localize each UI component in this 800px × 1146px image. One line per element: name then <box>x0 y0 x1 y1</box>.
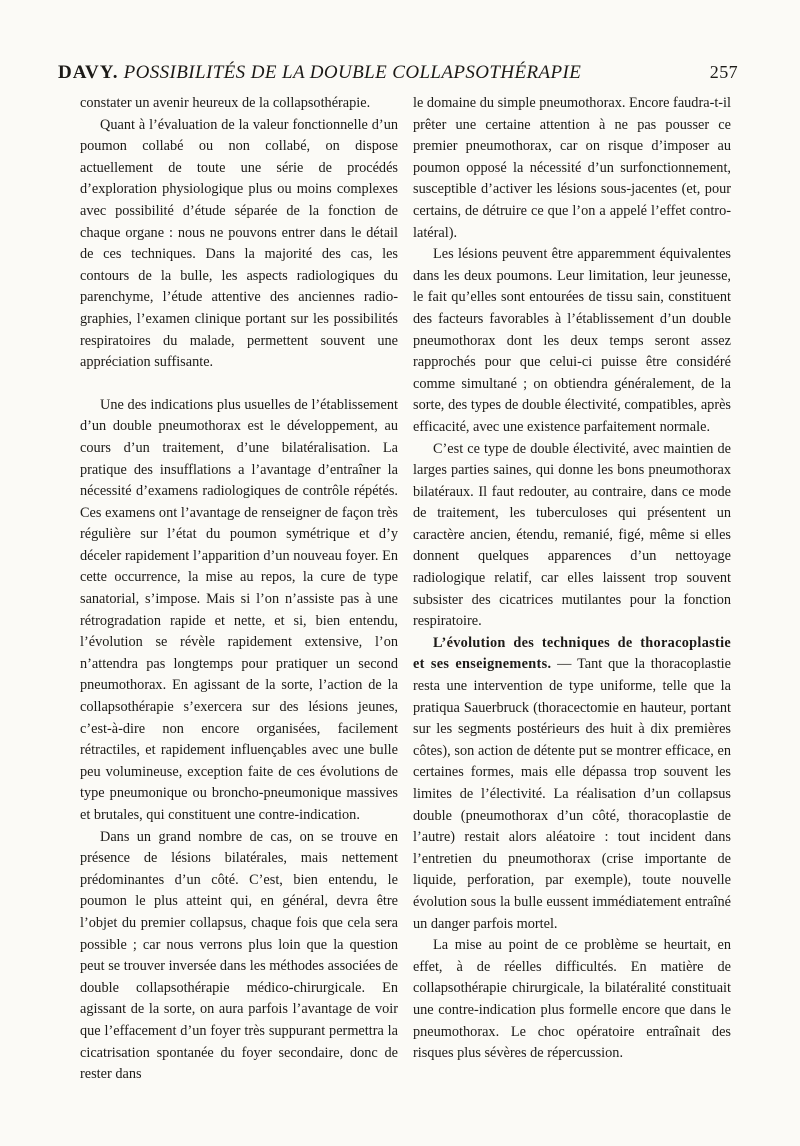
paragraph: Quant à l’évaluation de la valeur fonctionnelle d’un poumon collabé ou non collabé, on dispose actuellement de toute une série de procédés d’exploration physiologique plus ou moins complexes avec possibilité d’étude séparée de la fonction de chaque organe : nous ne pouvons entrer dans le détail de ces techniques. Dans la majorité des cas, les contours de la bulle, les aspects radiologiques du parenchyme, l’étude attentive des anciennes radiographies, l’examen clinique portant sur les possibilités respiratoires du malade, permettent souvent une appréciation suffisante. <box>80 116 398 371</box>
paragraph: le domaine du simple pneumothorax. Encore faudra-t-il prêter une certaine attention à ne pas pousser ce premier pneumothorax, car on risque d’imposer au poumon opposé la nécessité d’un surfonctionnement, susceptible d’activer les lésions sous-jacentes (et, pour certains, de détruire ce que l’on a appelé l’effet controlatéral). <box>413 95 732 241</box>
section-paragraph <box>413 633 731 935</box>
section-text: — Tant que la thoracoplastie resta une intervention de type uniforme, telle que la pratiqua Sauerbruck (thoracectomie en hauteur, portant sur les segments postérieurs des huit à dix premières côtes), son action de détente put se montrer efficace, en certaines formes, mais elle dépassa trop souvent les limites de l’électivité. La réalisation d’un collapsus double (pneumothorax d’un côté, thoracoplastie de l’autre) restait alors aléatoire : tout incident dans l’entretien du pneumothorax (crise importante de liquide, perforation, par exemple), toute nouvelle évolution sous la bulle eussent immédiatement entraîné un danger parfois mortel. <box>413 656 731 932</box>
paragraph: Une des indications plus usuelles de l’établissement d’un double pneumothorax est le développement, au cours d’un traitement, d’une bilatéralisation. La pratique des insufflations a l’avantage d’entraîner la nécessité d’examens radiologiques de contrôle répétés. Ces examens ont l’avantage de renseigner de façon très régulière sur l’état du poumon symétrique et d’y déceler rapidement l’apparition d’un nouveau foyer. En cette occurrence, la mise au repos, la cure de type sanatorial, s’impose. Mais si l’on n’assiste pas à une rétrogradation rapide et nette, et si, bien entendu, l’évolution se révèle rapidement extensive, l’on n’attendra pas longtemps pour pratiquer un second pneumothorax. En agissant de la sorte, l’action de la collapsothérapie s’exercera sur des lésions jeunes, c’est-à-dire non encore organisées, facilement rétractiles, et rapidement influençables avec une bulle peu volumineuse, exception faite de ces évolutions de type pneumonique ou broncho-pneumonique massives et brutales, qui constituent une contre-indication. <box>80 396 398 823</box>
section-heading: L’évolution des techniques de thoracoplastie et ses enseignements. <box>413 634 731 673</box>
right-column <box>413 93 731 1065</box>
article-title: POSSIBILITÉS DE LA DOUBLE COLLAPSOTHÉRAPIE <box>123 62 582 83</box>
paragraph: La mise au point de ce problème se heurtait, en effet, à de réelles difficultés. En matière de collapsothérapie chirurgicale, la bilatéralité constituait une contre-indication plus formelle encore que dans le pneumothorax. Le choc opératoire entraînait des risques plus sévères de répercussion. <box>413 937 731 1062</box>
left-column <box>80 93 398 1086</box>
paragraph: C’est ce type de double électivité, avec maintien de larges parties saines, qui donne les bons pneumothorax bilatéraux. Il faut redouter, au contraire, dans ce mode de traitement, les tuberculoses qui présentent un caractère ancien, étendu, remanié, figé, même si elles donnent quelques apparences d’un nettoyage radiologique relatif, car elles laissent trop souvent subsister des cicatrices mutilantes pour la fonction respiratoire. <box>413 440 731 630</box>
page-number: 257 <box>709 62 738 82</box>
author-name: DAVY. <box>58 62 119 83</box>
running-header <box>58 62 738 84</box>
paragraph: Les lésions peuvent être apparemment équivalentes dans les deux poumons. Leur limitation, leur jeunesse, le fait qu’elles sont entourées de tissu sain, constituent des facteurs favorables à l’établissement d’un double pneumothorax dont les deux temps seront assez rapprochés pour que celui-ci puisse être considéré comme simultané ; on obtiendra généralement, de la sorte, des types de double électivité, compatibles, après efficacité, avec une existence parfaitement normale. <box>413 246 731 435</box>
paragraph: constater un avenir heureux de la collapsothérapie. <box>80 95 371 111</box>
paragraph: Dans un grand nombre de cas, on se trouve en présence de lésions bilatérales, mais nettement prédominantes d’un côté. C’est, bien entendu, le poumon le plus atteint qui, en général, devra être l’objet du premier collapsus, chaque fois que cela sera possible ; car nous verrons plus loin que la question peut se trouver inversée dans les méthodes associées de double collapsothérapie médico-chirurgicale. En agissant de la sorte, on aura parfois l’avantage de voir que l’effacement d’un foyer très suppurant permettra la cicatrisation spontanée du foyer secondaire, donc de rester dans <box>80 828 398 1083</box>
running-title <box>58 62 581 84</box>
